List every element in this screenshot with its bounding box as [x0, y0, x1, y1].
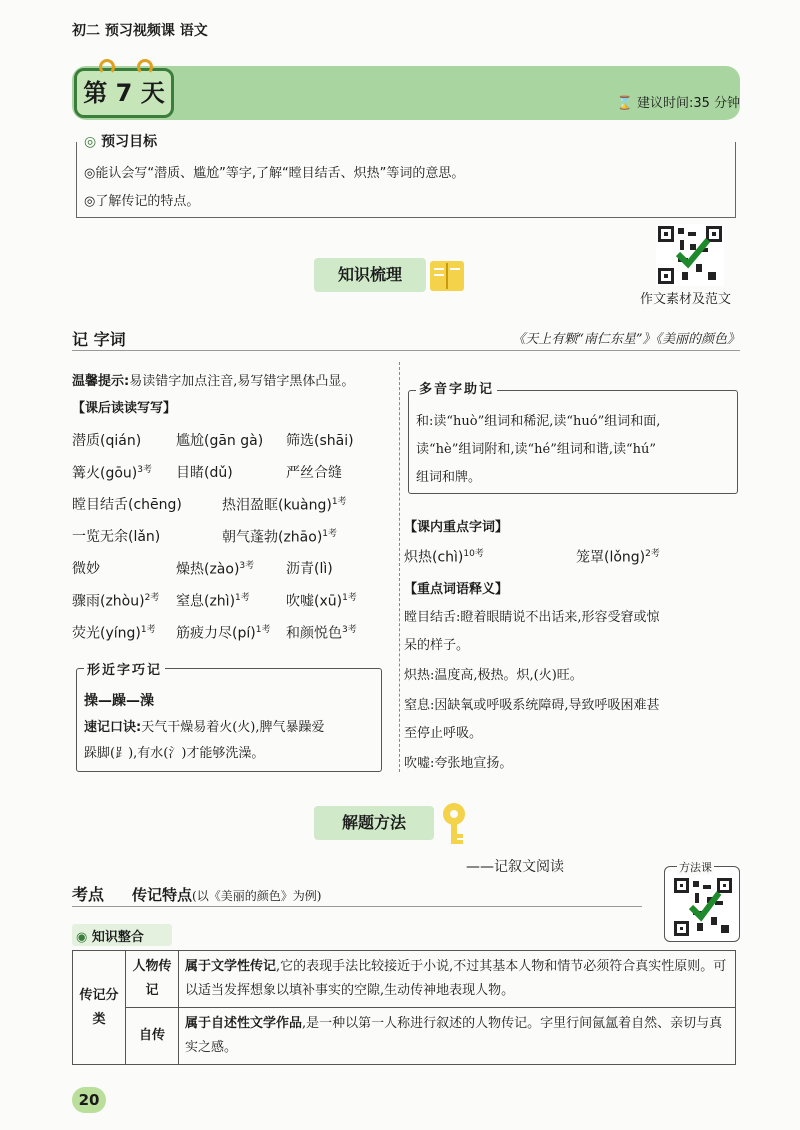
column-divider	[399, 362, 400, 772]
shiyi-line: 窒息:因缺氧或呼吸系统障碍,导致呼吸困难甚	[404, 698, 660, 713]
hourglass-icon: ⌛	[616, 96, 633, 111]
word-list-title: 【课后读读写写】	[72, 401, 177, 416]
qr-caption-method: 方法课	[679, 861, 712, 874]
word-item: 筋疲力尽(pí)$^{1考}$	[176, 625, 271, 642]
divider	[72, 906, 642, 907]
ci-sources: 《天上有颗“南仁东星”》《美丽的颜色》	[512, 332, 740, 347]
qr-code-writing[interactable]	[656, 224, 724, 286]
method-subtitle: ——记叙文阅读	[466, 859, 564, 875]
key-icon	[436, 800, 472, 846]
day-label: 第 7 天	[83, 79, 165, 107]
qr-code-icon	[656, 224, 724, 286]
word-item: 热泪盈眶(kuàng)$^{1考}$	[222, 497, 347, 514]
word-item: 瞠目结舌(chēng)	[72, 497, 182, 513]
qr-caption-writing: 作文素材及范文	[640, 292, 732, 307]
kaodian-title: 传记特点(以《美丽的颜色》为例)	[132, 886, 322, 904]
biography-table	[72, 950, 736, 1065]
tip-text: 易读错字加点注音,易写错字黑体凸显。	[129, 374, 355, 389]
binder-ring-icon	[137, 59, 153, 75]
word-item: 朝气蓬勃(zhāo)$^{1考}$	[222, 529, 338, 546]
shiyi-line: 吹嘘:夸张地宣扬。	[404, 756, 513, 771]
duoyin-line: 读“hè”组词附和,读“hé”组词和谐,读“hú”	[416, 442, 657, 457]
info-icon: ◉	[76, 930, 88, 945]
word-item: 筛选(shāi)	[286, 433, 354, 449]
binder-ring-icon	[99, 59, 115, 75]
section-title-method: 解题方法	[314, 806, 434, 840]
word-item: 严丝合缝	[286, 465, 342, 481]
shiyi-line: 至停止呼吸。	[404, 726, 483, 741]
word-item: 篝火(gōu)$^{3考}$	[72, 465, 152, 482]
word-item: 吹嘘(xū)$^{1考}$	[286, 593, 357, 610]
time-hint	[617, 92, 740, 111]
word-item: 燥热(zào)$^{3考}$	[176, 561, 255, 578]
kaodian-label: 考点	[72, 885, 105, 904]
page-number: 20	[72, 1087, 106, 1113]
xingjin-chars: 操—躁—澡	[84, 693, 154, 709]
table-row	[73, 1008, 736, 1065]
day-badge	[74, 68, 174, 118]
xingjin-line2: 跺脚(⻊),有水(氵)才能够洗澡。	[84, 746, 265, 761]
running-head: 初二 预习视频课 语文	[72, 23, 208, 39]
target-icon: ◎	[84, 134, 97, 150]
tip	[72, 370, 354, 389]
word-item: 尴尬(gān gà)	[176, 433, 264, 449]
kenei-word: 炽热(chì)$^{10考}$	[404, 549, 484, 566]
table-type-cell: 人物传记	[126, 951, 179, 1008]
goal-item: ◎了解传记的特点。	[84, 194, 200, 209]
table-desc-cell: 属于文学性传记,它的表现手法比较接近于小说,不过其基本人物和情节必须符合真实性原则。可以适当发挥想象以填补事实的空隙,生动传神地表现人物。	[179, 951, 736, 1008]
word-item: 潜质(qián)	[72, 433, 142, 449]
qr-code-icon	[673, 877, 733, 937]
shiyi-line: 呆的样子。	[404, 638, 470, 653]
word-item: 目睹(dǔ)	[176, 465, 233, 481]
table-desc-cell: 属于自述性文学作品,是一种以第一人称进行叙述的人物传记。字里行间氤氲着自然、亲切与真实之感。	[179, 1008, 736, 1065]
kenei-word: 笼罩(lǒng)$^{2考}$	[576, 549, 660, 566]
zhishi-title-text: 知识整合	[91, 930, 144, 945]
kenei-title: 【课内重点字词】	[404, 520, 509, 535]
table-type-cell: 自传	[126, 1008, 179, 1065]
table-group-cell: 传记分类	[73, 951, 126, 1065]
divider	[72, 350, 740, 351]
qr-code-method[interactable]	[664, 861, 740, 942]
shiyi-title: 【重点词语释义】	[404, 582, 509, 597]
word-item: 骤雨(zhòu)$^{2考}$	[72, 593, 160, 610]
word-item: 沥青(lì)	[286, 561, 333, 577]
shiyi-line: 瞠目结舌:瞪着眼睛说不出话来,形容受窘或惊	[404, 610, 660, 625]
zhishi-title	[76, 926, 144, 945]
tip-label: 温馨提示:	[72, 374, 130, 389]
word-item: 一览无余(lǎn)	[72, 529, 161, 545]
shiyi-line: 炽热:温度高,极热。炽,(火)旺。	[404, 668, 583, 683]
time-hint-text: 建议时间:35 分钟	[636, 96, 740, 111]
duoyin-line: 组词和牌。	[416, 470, 482, 485]
book-icon	[428, 255, 468, 295]
duoyin-line: 和:读“huò”组词和稀泥,读“huó”组词和面,	[416, 414, 661, 429]
word-item: 微妙	[72, 561, 100, 577]
word-item: 荧光(yíng)$^{1考}$	[72, 625, 156, 642]
goals-title-text: 预习目标	[101, 134, 158, 150]
goals-title	[84, 131, 161, 151]
section-title-knowledge: 知识梳理	[314, 258, 426, 292]
duoyin-title: 多音字助记	[416, 378, 497, 397]
word-item: 和颜悦色$^{3考}$	[286, 625, 357, 642]
xingjin-line1: 速记口诀:天气干燥易着火(火),脾气暴躁爱	[84, 720, 325, 735]
ci-section-label: 记 字词	[72, 330, 126, 349]
word-item: 窒息(zhì)$^{1考}$	[176, 593, 250, 610]
table-row	[73, 951, 736, 1008]
xingjin-title: 形近字巧记	[84, 659, 165, 678]
goal-item: ◎能认会写“潜质、尴尬”等字,了解“瞠目结舌、炽热”等词的意思。	[84, 166, 465, 181]
